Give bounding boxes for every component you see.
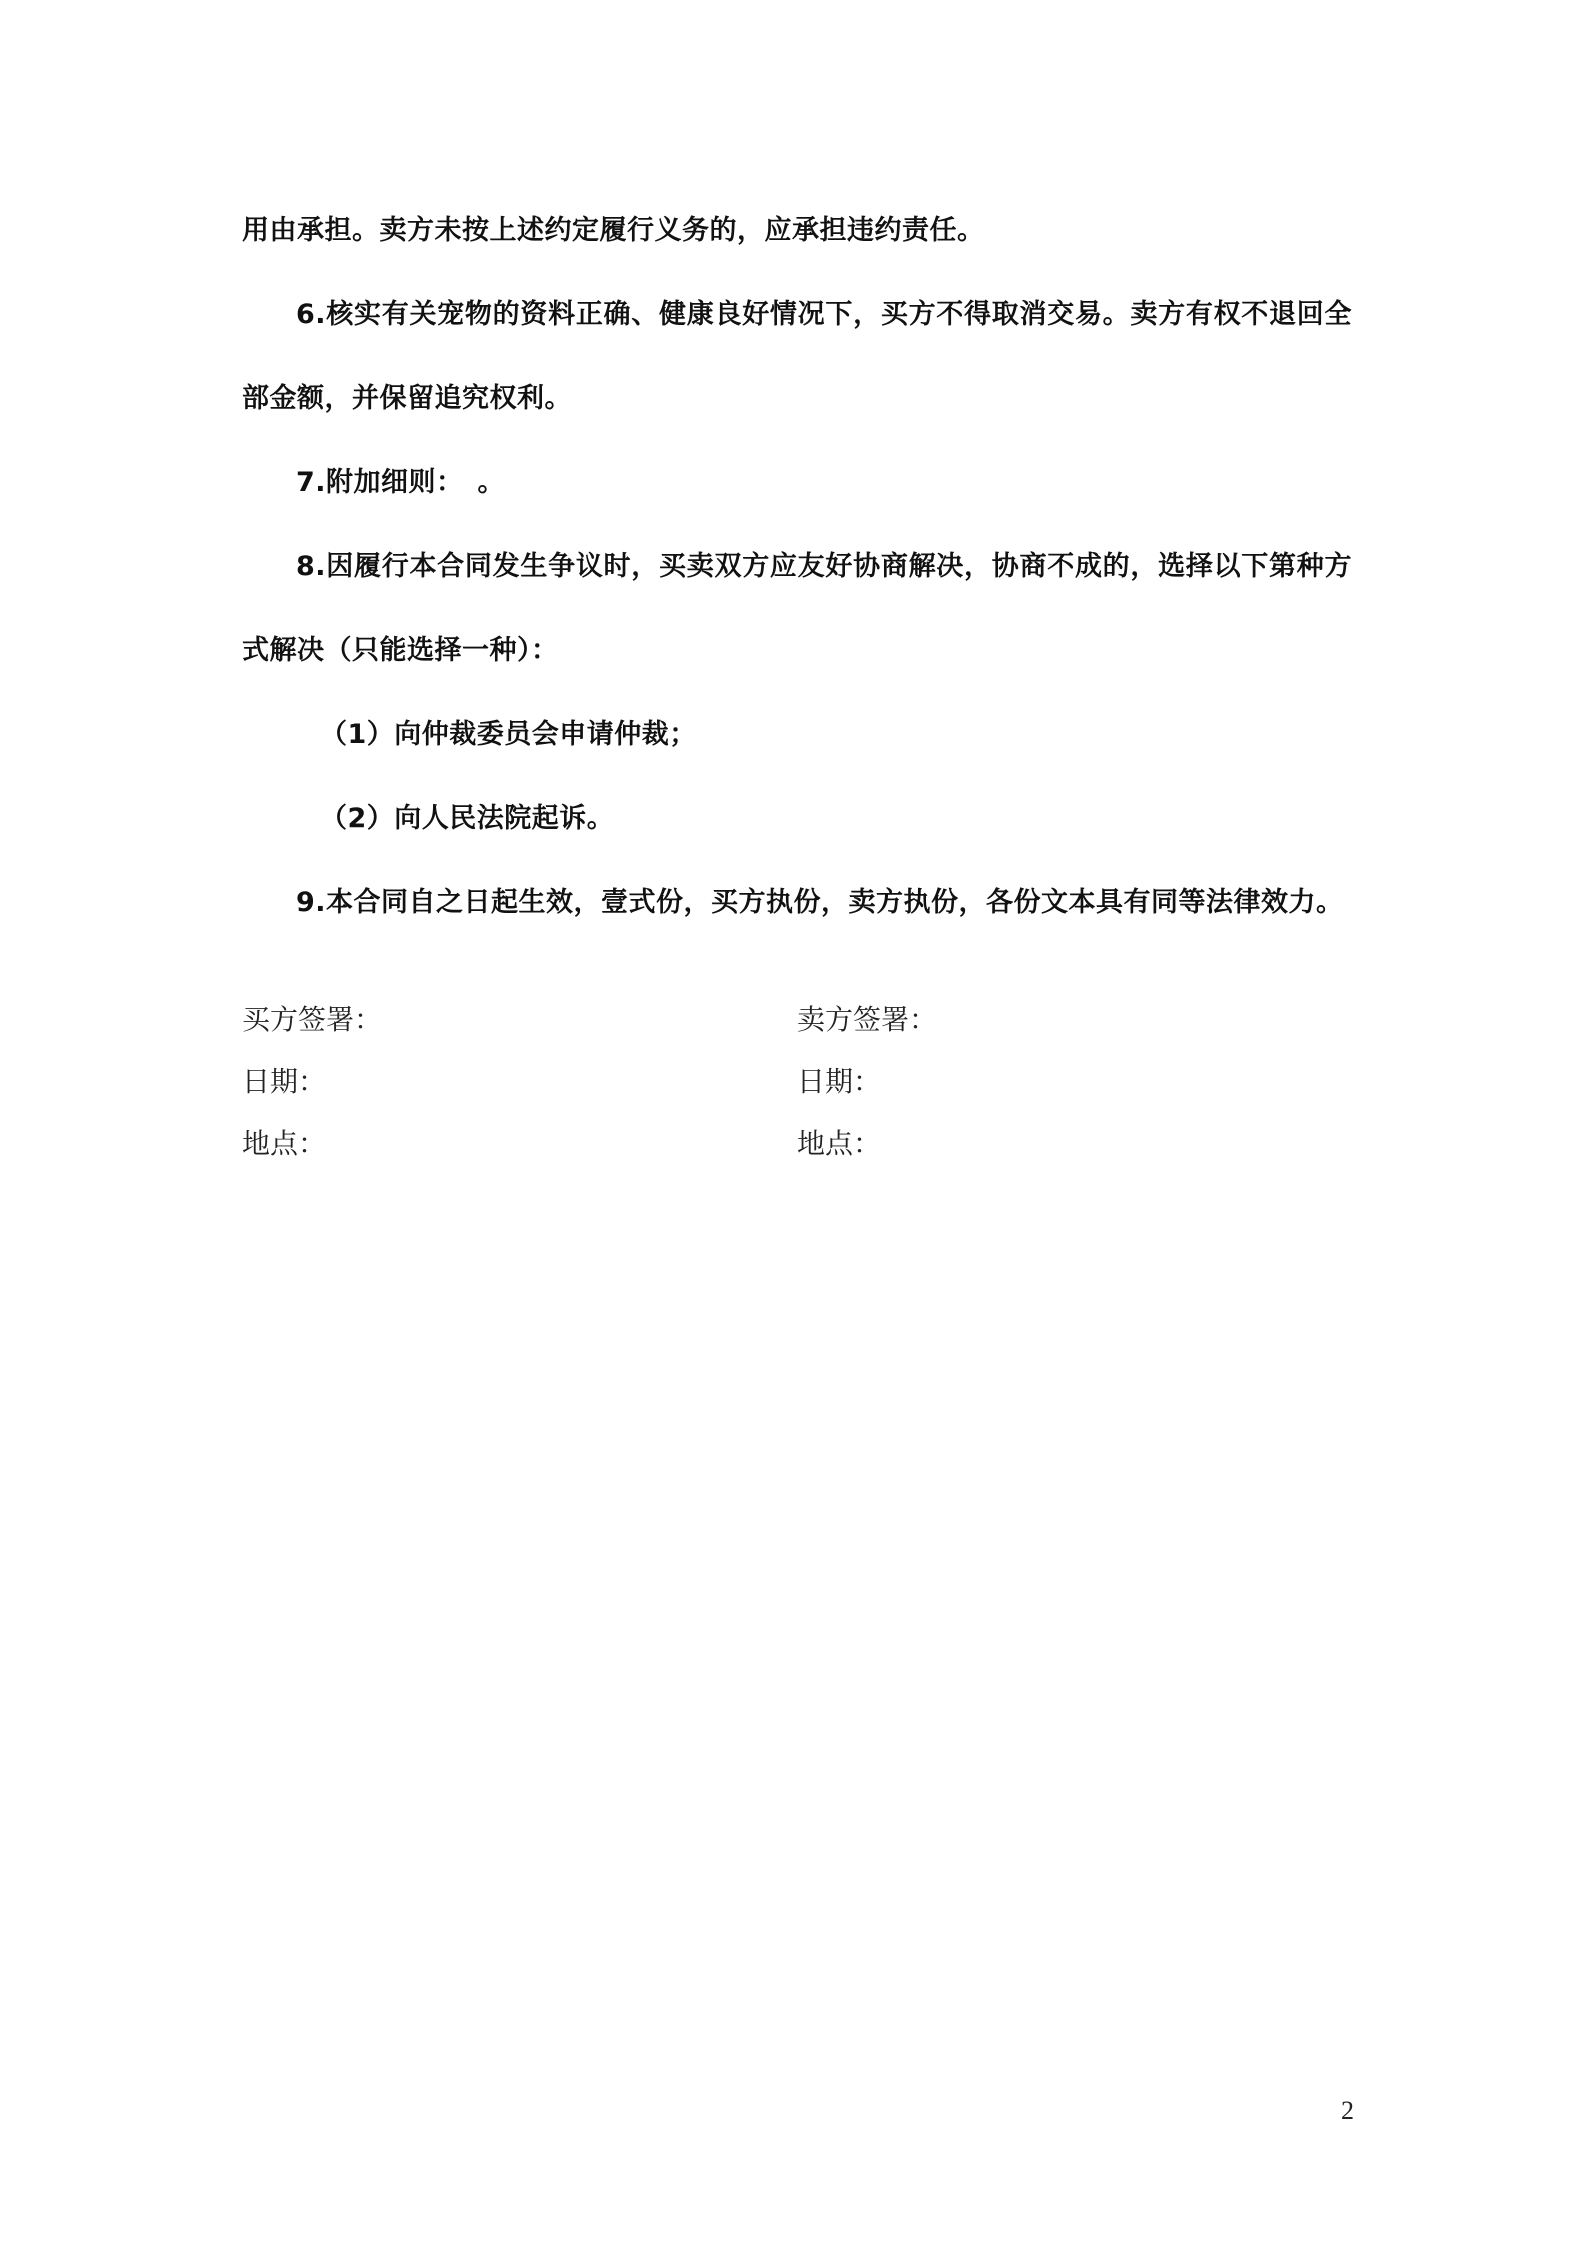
contract-body: [242, 189, 1352, 945]
paragraph-9: 9.本合同自之日起生效，壹式份，买方执份，卖方执份，各份文本具有同等法律效力。: [296, 887, 1344, 918]
seller-date-label: 日期：: [797, 1067, 882, 1098]
paragraph-8-option-1: （1）向仲裁委员会申请仲裁；: [320, 719, 697, 750]
page-number: 2: [1341, 2096, 1354, 2125]
buyer-date-label: 日期：: [242, 1067, 327, 1098]
paragraph-8-option-2: （2）向人民法院起诉。: [320, 803, 615, 834]
buyer-place-label: 地点：: [242, 1129, 327, 1160]
paragraph-7: 7.附加细则： 。: [296, 467, 506, 498]
signature-row: [242, 990, 1352, 1052]
date-row: [242, 1052, 1352, 1114]
buyer-sign-label: 买方签署：: [242, 1005, 383, 1036]
seller-place-label: 地点：: [797, 1129, 882, 1160]
place-row: [242, 1114, 1352, 1176]
seller-sign-label: 卖方签署：: [797, 1005, 938, 1036]
paragraph-5-continuation: 用由承担。卖方未按上述约定履行义务的，应承担违约责任。: [242, 215, 985, 246]
paragraph-8: 8.因履行本合同发生争议时，买卖双方应友好协商解决，协商不成的，选择以下第种方式解决（只能选择一种）：: [242, 551, 1352, 666]
signature-block: [242, 990, 1352, 1176]
paragraph-6: 6.核实有关宠物的资料正确、健康良好情况下，买方不得取消交易。卖方有权不退回全部金额，并保留追究权利。: [242, 299, 1352, 414]
